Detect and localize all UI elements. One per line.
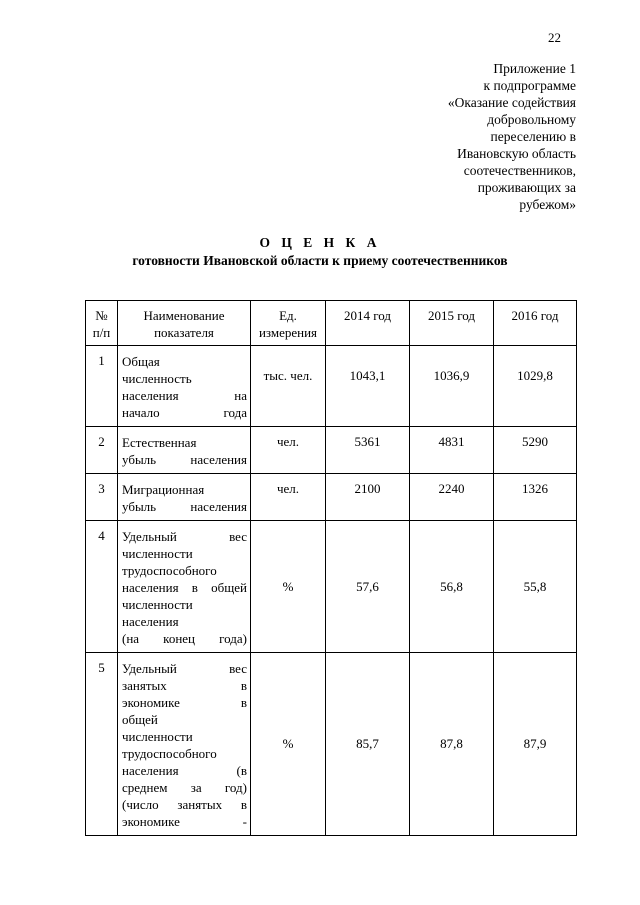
row-unit: % (251, 521, 326, 653)
row-name-word: в (240, 695, 247, 710)
row-name-line: Миграционная (122, 482, 205, 497)
row-value-2016: 87,9 (494, 653, 577, 836)
header-num (86, 301, 118, 346)
row-name (118, 346, 251, 427)
row-name-word: на (234, 388, 247, 403)
header-num-line: п/п (92, 325, 111, 340)
appendix-line: рубежом» (519, 197, 576, 212)
row-name-word: года) (219, 631, 247, 646)
appendix-line: проживающих за (477, 180, 576, 195)
row-name-word: населения (190, 452, 247, 467)
row-name-word: населения (190, 499, 247, 514)
appendix-line: Приложение 1 (493, 61, 576, 76)
row-value-2015: 2240 (410, 474, 494, 521)
table-row (86, 653, 577, 836)
document-title (0, 234, 640, 270)
row-name-word: за (190, 780, 202, 795)
row-unit: % (251, 653, 326, 836)
row-unit: тыс. чел. (251, 346, 326, 427)
row-name-line: трудоспособного (122, 746, 217, 761)
table-row (86, 474, 577, 521)
row-name-word: вес (229, 661, 247, 676)
row-name-word: населения (122, 580, 179, 595)
row-value-2015: 4831 (410, 427, 494, 474)
readiness-table (85, 300, 577, 836)
row-num: 5 (86, 653, 118, 836)
row-unit: чел. (251, 427, 326, 474)
row-name-word: конец (163, 631, 196, 646)
header-2014: 2014 год (326, 301, 410, 346)
row-name-word: вес (229, 529, 247, 544)
row-name-line (122, 762, 247, 779)
row-name-line (122, 660, 247, 677)
row-name-line (122, 796, 247, 813)
header-name (118, 301, 251, 346)
row-name-line: численности (122, 546, 193, 561)
row-value-2016: 1326 (494, 474, 577, 521)
row-name-word: общей (211, 580, 247, 595)
row-name-word: в (240, 678, 247, 693)
row-value-2014: 5361 (326, 427, 410, 474)
row-name-word: начало (122, 405, 160, 420)
row-value-2016: 1029,8 (494, 346, 577, 427)
row-name-line: трудоспособного (122, 563, 217, 578)
row-name-line (122, 677, 247, 694)
appendix-line: Ивановскую область (457, 146, 576, 161)
row-value-2016: 55,8 (494, 521, 577, 653)
appendix-line: переселению в (490, 129, 576, 144)
row-name (118, 474, 251, 521)
header-name-line: Наименование (143, 308, 225, 323)
header-unit-line: Ед. (279, 308, 297, 323)
row-num: 2 (86, 427, 118, 474)
appendix-line: соотечественников, (463, 163, 576, 178)
row-num: 4 (86, 521, 118, 653)
row-value-2014: 2100 (326, 474, 410, 521)
row-name-line: Общая (122, 354, 160, 369)
appendix-note (336, 60, 576, 213)
row-name-line (122, 451, 247, 468)
row-name (118, 521, 251, 653)
row-name-word: экономике (122, 814, 180, 829)
row-name-line: численность (122, 371, 192, 386)
row-name-line (122, 528, 247, 545)
row-name-word: (в (236, 763, 247, 778)
row-value-2014: 1043,1 (326, 346, 410, 427)
appendix-line: добровольному (487, 112, 576, 127)
row-name-line (122, 579, 247, 596)
row-value-2015: 87,8 (410, 653, 494, 836)
row-value-2015: 1036,9 (410, 346, 494, 427)
row-num: 1 (86, 346, 118, 427)
row-name-line: населения (122, 614, 179, 629)
table-row (86, 346, 577, 427)
row-name-line (122, 779, 247, 796)
row-name-line (122, 404, 247, 421)
row-name-word: населения (122, 388, 179, 403)
row-name-line: численности (122, 597, 193, 612)
row-unit: чел. (251, 474, 326, 521)
page-number: 22 (548, 30, 561, 45)
title-subtitle: готовности Ивановской области к приему соотечественников (132, 253, 508, 268)
row-name-word: Удельный (122, 661, 177, 676)
header-unit-line: измерения (258, 325, 318, 340)
row-name-word: занятых (177, 797, 223, 812)
appendix-line: «Оказание содействия (447, 95, 576, 110)
row-name-line: общей (122, 712, 158, 727)
row-name-word: (число (122, 797, 159, 812)
row-name-word: год) (224, 780, 247, 795)
header-num-line: № (95, 308, 108, 323)
title-main: О Ц Е Н К А (259, 235, 381, 250)
row-name-line (122, 694, 247, 711)
row-name (118, 427, 251, 474)
row-name-word: убыль (122, 452, 157, 467)
header-name-line: показателя (154, 325, 214, 340)
appendix-line: к подпрограмме (483, 78, 576, 93)
header-unit (251, 301, 326, 346)
row-name-word: года (223, 405, 247, 420)
header-2015: 2015 год (410, 301, 494, 346)
row-name-word: среднем (122, 780, 168, 795)
row-name-word: занятых (122, 678, 167, 693)
row-name-line (122, 387, 247, 404)
row-name-word: экономике (122, 695, 180, 710)
row-name-line (122, 630, 247, 647)
row-value-2014: 85,7 (326, 653, 410, 836)
row-name-line (122, 498, 247, 515)
row-name-word: - (242, 814, 247, 829)
table-header-row (86, 301, 577, 346)
row-name-line (122, 813, 247, 830)
row-num: 3 (86, 474, 118, 521)
row-name-word: в (240, 797, 247, 812)
row-name-word: (на (122, 631, 140, 646)
header-2016: 2016 год (494, 301, 577, 346)
row-name-word: населения (122, 763, 179, 778)
row-value-2016: 5290 (494, 427, 577, 474)
row-name-word: в (191, 580, 198, 595)
table-row (86, 521, 577, 653)
row-name-line: численности (122, 729, 193, 744)
row-value-2015: 56,8 (410, 521, 494, 653)
row-name-line: Естественная (122, 435, 197, 450)
row-value-2014: 57,6 (326, 521, 410, 653)
table-row (86, 427, 577, 474)
row-name-word: убыль (122, 499, 157, 514)
row-name (118, 653, 251, 836)
row-name-word: Удельный (122, 529, 177, 544)
